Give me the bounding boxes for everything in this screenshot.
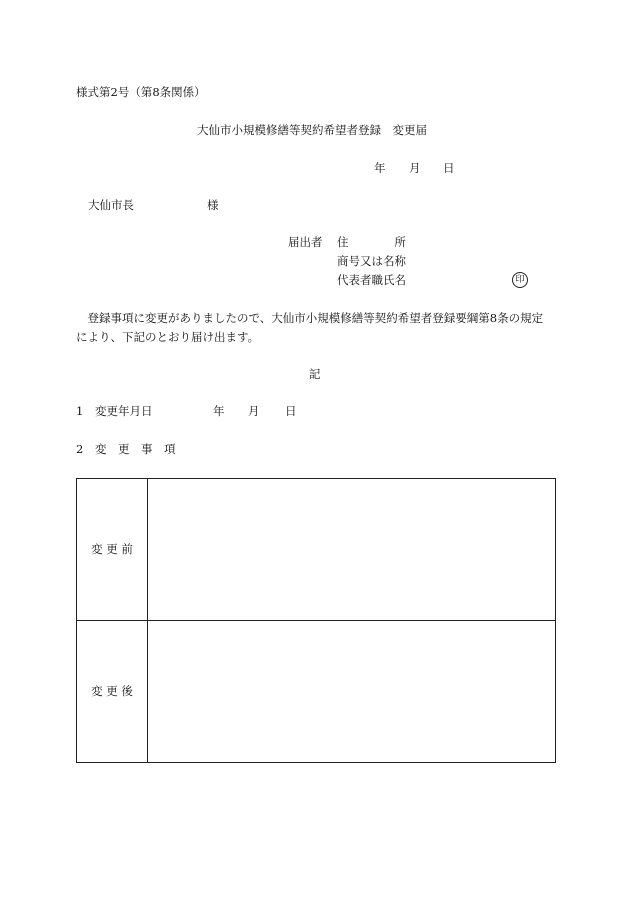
- item1-day-label: 日: [285, 404, 297, 418]
- item2-number: 2: [76, 442, 84, 456]
- item1-number: 1: [76, 404, 84, 418]
- change-details-table: [76, 478, 556, 763]
- item1-label: 変更年月日: [95, 404, 153, 418]
- body-text-line1: 登録事項に変更がありましたので、大仙市小規模修繕等契約希望者登録要綱第8条の規定: [76, 311, 544, 325]
- date-year-label: 年: [374, 161, 386, 175]
- date-month-label: 月: [409, 161, 421, 175]
- addressee-name: 大仙市長: [88, 198, 134, 212]
- after-value-field[interactable]: [148, 621, 556, 763]
- seal-mark: 印: [512, 272, 528, 288]
- representative-label: 代表者職氏名: [337, 273, 406, 287]
- document-title: 大仙市小規模修繕等契約希望者登録 変更届: [197, 123, 427, 137]
- ki-heading: 記: [309, 367, 321, 381]
- table-row-before: [77, 479, 556, 621]
- addressee-honorific: 様: [207, 198, 219, 212]
- company-name-label: 商号又は名称: [337, 254, 406, 268]
- item1-year-label: 年: [213, 404, 225, 418]
- address-label: 住 所: [337, 235, 406, 249]
- after-label: 変 更 後: [77, 621, 148, 763]
- date-day-label: 日: [443, 161, 455, 175]
- body-text-line2: により、下記のとおり届け出ます。: [76, 330, 260, 344]
- before-value-field[interactable]: [148, 479, 556, 621]
- applicant-label: 届出者: [288, 235, 323, 249]
- table-row-after: [77, 621, 556, 763]
- item1-month-label: 月: [248, 404, 260, 418]
- item2-label: 変 更 事 項: [95, 442, 176, 456]
- form-number: 様式第2号（第8条関係）: [76, 85, 206, 99]
- before-label: 変 更 前: [77, 479, 148, 621]
